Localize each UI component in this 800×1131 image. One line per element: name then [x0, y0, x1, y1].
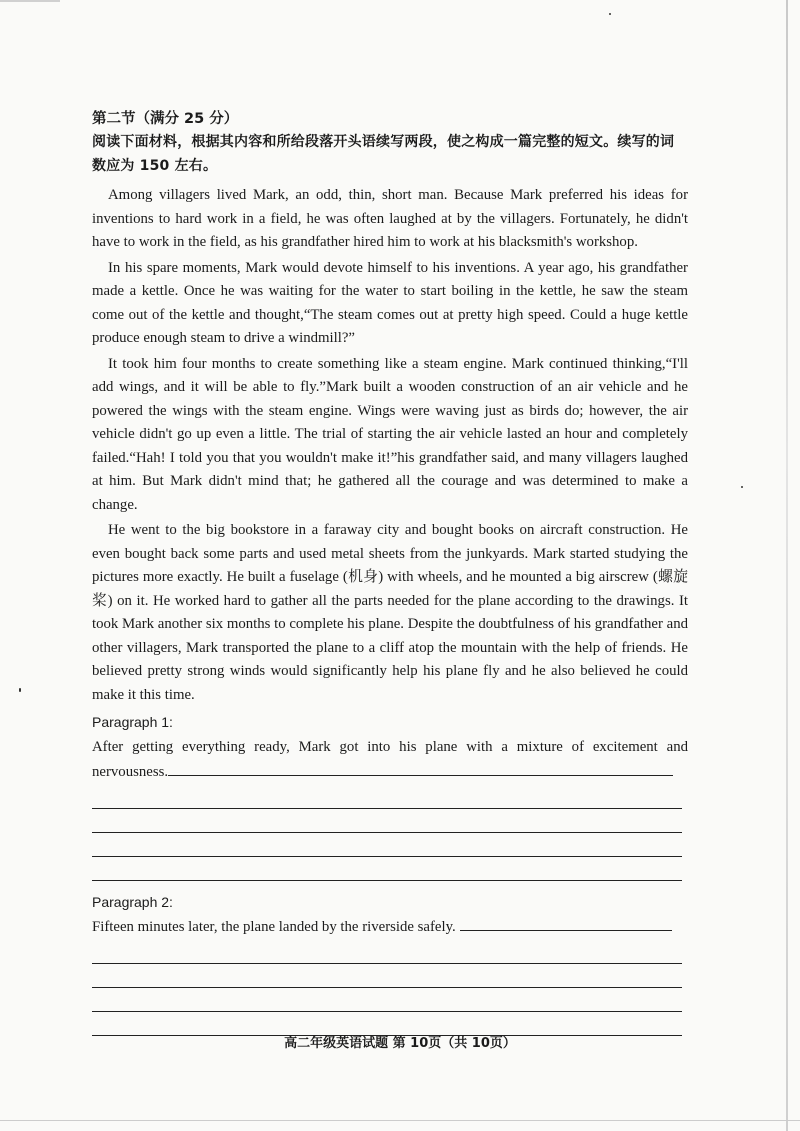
answer-line[interactable]	[92, 964, 682, 988]
passage-paragraph: Among villagers lived Mark, an odd, thin, short man. Because Mark preferred his ideas for inventions to hard work in a field, he was often laughed at by the villagers. Fortunately, he didn't have to work in the field, as his grandfather hired him to work at his blacksmith's workshop.	[92, 187, 688, 250]
scan-edge-bottom	[0, 1120, 800, 1121]
passage-paragraph: It took him four months to create something like a steam engine. Mark continued thinking,“I'll add wings, and it will be able to fly.”Mark built a wooden construction of an air vehicle and he powered the wings with the steam engine. Wings were waving just as birds do; however, the air vehicle didn't go up even a little. The trial of starting the air vehicle lasted an hour and completely failed.“Hah! I told you that you wouldn't make it!”his grandfather said, and many villagers laughed at him. But Mark didn't mind that; he gathered all the courage and was determined to make a change.	[92, 355, 688, 513]
paragraph-1-lead-text: After getting everything ready, Mark got into his plane with a mixture of excitement and nervousness.	[92, 739, 688, 780]
paragraph-2-lead	[92, 915, 688, 940]
section-title: 第二节（满分 25 分）	[92, 111, 239, 127]
answer-line[interactable]	[92, 857, 682, 881]
answer-blank[interactable]	[168, 761, 673, 776]
paragraph-1-lead	[92, 735, 688, 785]
passage-paragraph: He went to the big bookstore in a faraway city and bought books on aircraft construction. He even bought back some parts and used metal sheets from the junkyards. Mark started studying the pictures more exactly. He built a fuselage (机身) with wheels, and he mounted a big airscrew (螺旋桨) on it. He worked hard to gather all the parts needed for the plane according to the drawings. It took Mark another six months to complete his plane. Despite the doubtfulness of his grandfather and other villagers, Mark transported the plane to a cliff atop the mountain with the help of friends. He believed pretty strong winds would significantly help his plane fly and he also believed he could make it this time.	[92, 522, 688, 703]
paragraph-1-label: Paragraph 1:	[92, 714, 173, 730]
answer-line[interactable]	[92, 809, 682, 833]
page-footer: 高二年级英语试题 第 10页（共 10页）	[284, 1036, 516, 1051]
answer-line[interactable]	[92, 833, 682, 857]
answer-line[interactable]	[92, 785, 682, 809]
scan-speck	[609, 13, 611, 15]
paragraph-2-lead-text: Fifteen minutes later, the plane landed by the riverside safely.	[92, 919, 456, 935]
scan-speck	[741, 486, 743, 488]
answer-blank[interactable]	[460, 916, 672, 931]
passage-paragraph: In his spare moments, Mark would devote himself to his inventions. A year ago, his grandfather made a kettle. Once he was waiting for the water to start boiling in the kettle, he saw the steam come out of the kettle and thought,“The steam comes out at pretty high speed. Could a huge kettle produce enough steam to drive a windmill?”	[92, 259, 688, 346]
answer-line[interactable]	[92, 988, 682, 1012]
paragraph-2-label: Paragraph 2:	[92, 894, 173, 910]
scan-edge-top	[0, 0, 60, 2]
exam-content	[92, 108, 688, 1036]
scan-speck	[19, 688, 21, 692]
instructions: 阅读下面材料，根据其内容和所给段落开头语续写两段，使之构成一篇完整的短文。续写的词数应为 150 左右。	[92, 134, 675, 174]
answer-line[interactable]	[92, 940, 682, 964]
scan-edge-right	[786, 0, 788, 1131]
